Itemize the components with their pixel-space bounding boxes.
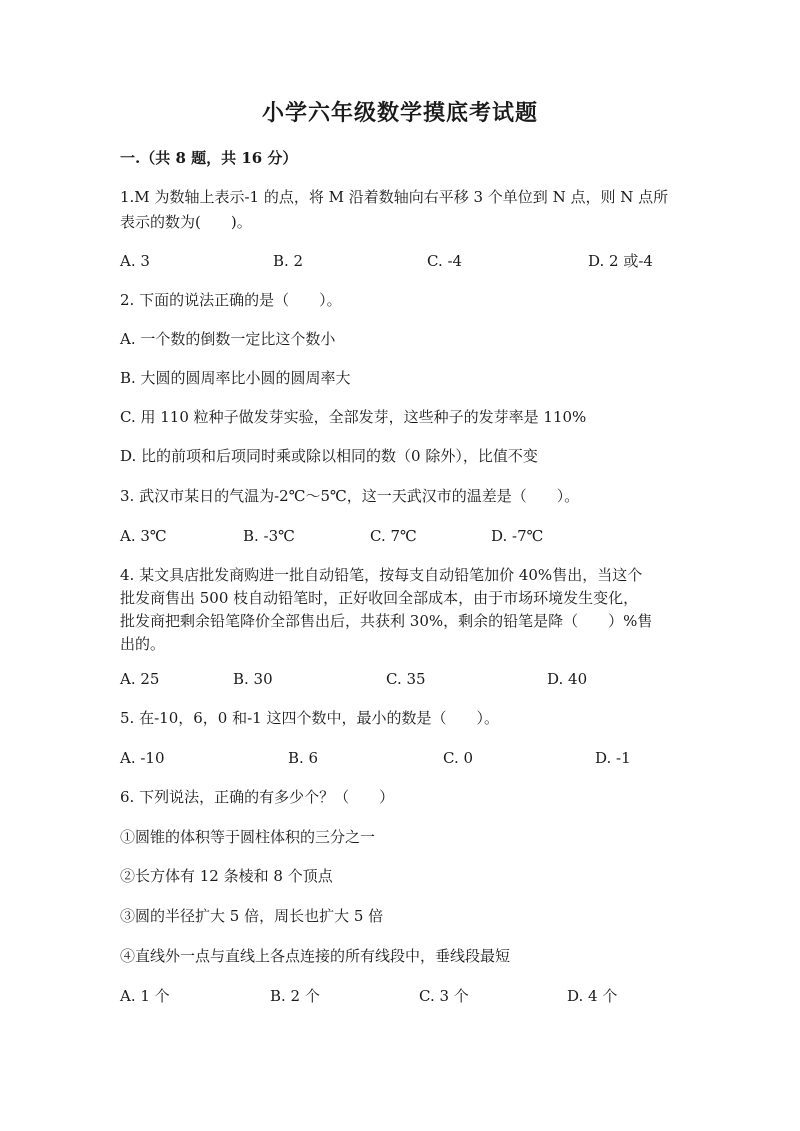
question-6-option-b[interactable]: B. 2 个 xyxy=(270,987,320,1005)
question-1-option-d[interactable]: D. 2 或-4 xyxy=(588,252,653,270)
question-1-option-b[interactable]: B. 2 xyxy=(273,252,304,270)
question-4-option-b[interactable]: B. 30 xyxy=(233,670,273,688)
question-4-stem-line-3: 批发商把剩余铅笔降价全部售出后，共获利 30%，剩余的铅笔是降（ ）%售 xyxy=(120,612,653,630)
question-4-option-c[interactable]: C. 35 xyxy=(386,670,426,688)
question-6-statement-3: ③圆的半径扩大 5 倍，周长也扩大 5 倍 xyxy=(120,907,384,925)
question-4-stem-line-4: 出的。 xyxy=(120,635,166,653)
question-2-option-d[interactable]: D. 比的前项和后项同时乘或除以相同的数（0 除外），比值不变 xyxy=(120,447,538,465)
question-4-option-d[interactable]: D. 40 xyxy=(547,670,588,688)
question-4-stem-line-2: 批发商售出 500 枝自动铅笔时，正好收回全部成本，由于市场环境发生变化， xyxy=(120,589,639,607)
question-4-option-a[interactable]: A. 25 xyxy=(120,670,160,688)
question-2-option-a[interactable]: A. 一个数的倒数一定比这个数小 xyxy=(120,330,336,348)
question-6-option-d[interactable]: D. 4 个 xyxy=(567,987,618,1005)
question-3-option-a[interactable]: A. 3℃ xyxy=(120,527,167,545)
page-title: 小学六年级数学摸底考试题 xyxy=(261,100,538,126)
question-5-option-c[interactable]: C. 0 xyxy=(443,749,474,767)
question-1-option-a[interactable]: A. 3 xyxy=(120,252,150,270)
question-3-option-b[interactable]: B. -3℃ xyxy=(243,527,295,545)
question-6-stem: 6. 下列说法，正确的有多少个？（ ） xyxy=(120,788,395,806)
question-6-option-c[interactable]: C. 3 个 xyxy=(419,987,469,1005)
question-5-stem: 5. 在-10，6，0 和-1 这四个数中，最小的数是（ ）。 xyxy=(120,709,499,727)
question-5-option-d[interactable]: D. -1 xyxy=(595,749,631,767)
question-5-option-b[interactable]: B. 6 xyxy=(288,749,319,767)
question-1-stem-line-2: 表示的数为( )。 xyxy=(120,213,252,231)
question-1-stem-line-1: 1.M 为数轴上表示-1 的点，将 M 沿着数轴向右平移 3 个单位到 N 点，则 N 点所 xyxy=(120,188,669,206)
question-3-option-d[interactable]: D. -7℃ xyxy=(491,527,544,545)
question-6-statement-2: ②长方体有 12 条棱和 8 个顶点 xyxy=(120,867,333,885)
question-6-statement-4: ④直线外一点与直线上各点连接的所有线段中，垂线段最短 xyxy=(120,947,511,965)
question-2-option-c[interactable]: C. 用 110 粒种子做发芽实验，全部发芽，这些种子的发芽率是 110% xyxy=(120,408,587,426)
question-3-stem: 3. 武汉市某日的气温为-2℃～5℃，这一天武汉市的温差是（ ）。 xyxy=(120,487,580,505)
question-6-statement-1: ①圆锥的体积等于圆柱体积的三分之一 xyxy=(120,828,376,846)
question-3-option-c[interactable]: C. 7℃ xyxy=(370,527,417,545)
question-4-stem-line-1: 4. 某文具店批发商购进一批自动铅笔，按每支自动铅笔加价 40%售出，当这个 xyxy=(120,566,643,584)
question-6-option-a[interactable]: A. 1 个 xyxy=(120,987,170,1005)
question-1-option-c[interactable]: C. -4 xyxy=(427,252,463,270)
question-2-stem: 2. 下面的说法正确的是（ ）。 xyxy=(120,291,342,309)
question-2-option-b[interactable]: B. 大圆的圆周率比小圆的圆周率大 xyxy=(120,369,351,387)
section-heading: 一.（共 8 题，共 16 分） xyxy=(120,149,298,167)
question-5-option-a[interactable]: A. -10 xyxy=(120,749,165,767)
